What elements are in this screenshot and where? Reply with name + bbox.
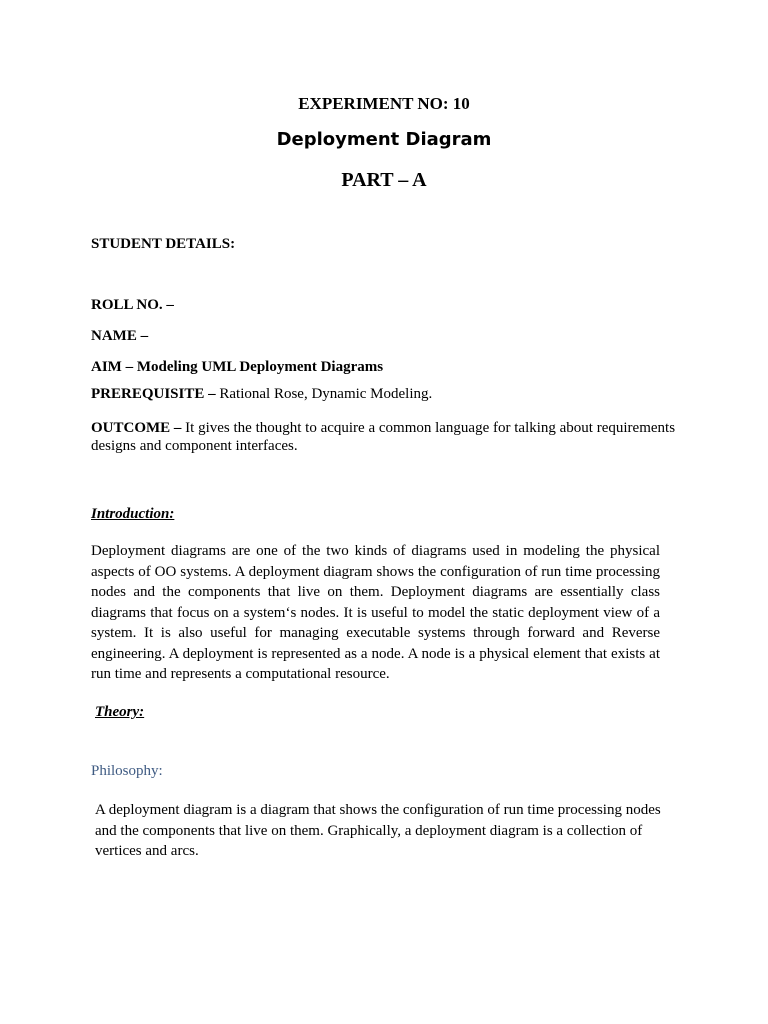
- prerequisite-line: [91, 386, 432, 403]
- prerequisite-value: Rational Rose, Dynamic Modeling.: [215, 386, 433, 402]
- roll-no-label: ROLL NO. –: [91, 297, 174, 313]
- philosophy-heading: Philosophy:: [91, 763, 163, 779]
- prerequisite-label: PREREQUISITE –: [91, 386, 216, 402]
- introduction-paragraph: Deployment diagrams are one of the two kinds of diagrams used in modeling the physical aspects of OO systems. A deployment diagram shows the configuration of run time processing nodes and the components that live on them. Deployment diagrams are essentially class diagrams that focus on a system‘s nodes. It is useful to model the static deployment view of a system. It is also useful for managing executable systems through forward and Reverse engineering. A deployment is represented as a node. A node is a physical element that exists at run time and represents a computational resource.: [91, 543, 660, 682]
- outcome-label: OUTCOME –: [91, 420, 182, 436]
- document-subtitle: Deployment Diagram: [276, 129, 492, 150]
- theory-heading: Theory:: [95, 704, 145, 720]
- outcome-line: [91, 419, 691, 455]
- name-label: NAME –: [91, 328, 149, 344]
- aim-line: AIM – Modeling UML Deployment Diagrams: [91, 359, 384, 375]
- outcome-value: It gives the thought to acquire a common language for talking about requirements designs and component interfaces.: [91, 420, 676, 454]
- student-details-label: STUDENT DETAILS:: [91, 236, 236, 252]
- philosophy-paragraph: A deployment diagram is a diagram that shows the configuration of run time processing nodes and the components that live on them. Graphically, a deployment diagram is a collection of vertices and arcs.: [95, 802, 661, 859]
- experiment-title: EXPERIMENT NO: 10: [298, 94, 470, 113]
- introduction-heading: Introduction:: [91, 506, 175, 522]
- part-heading: PART – A: [341, 169, 427, 191]
